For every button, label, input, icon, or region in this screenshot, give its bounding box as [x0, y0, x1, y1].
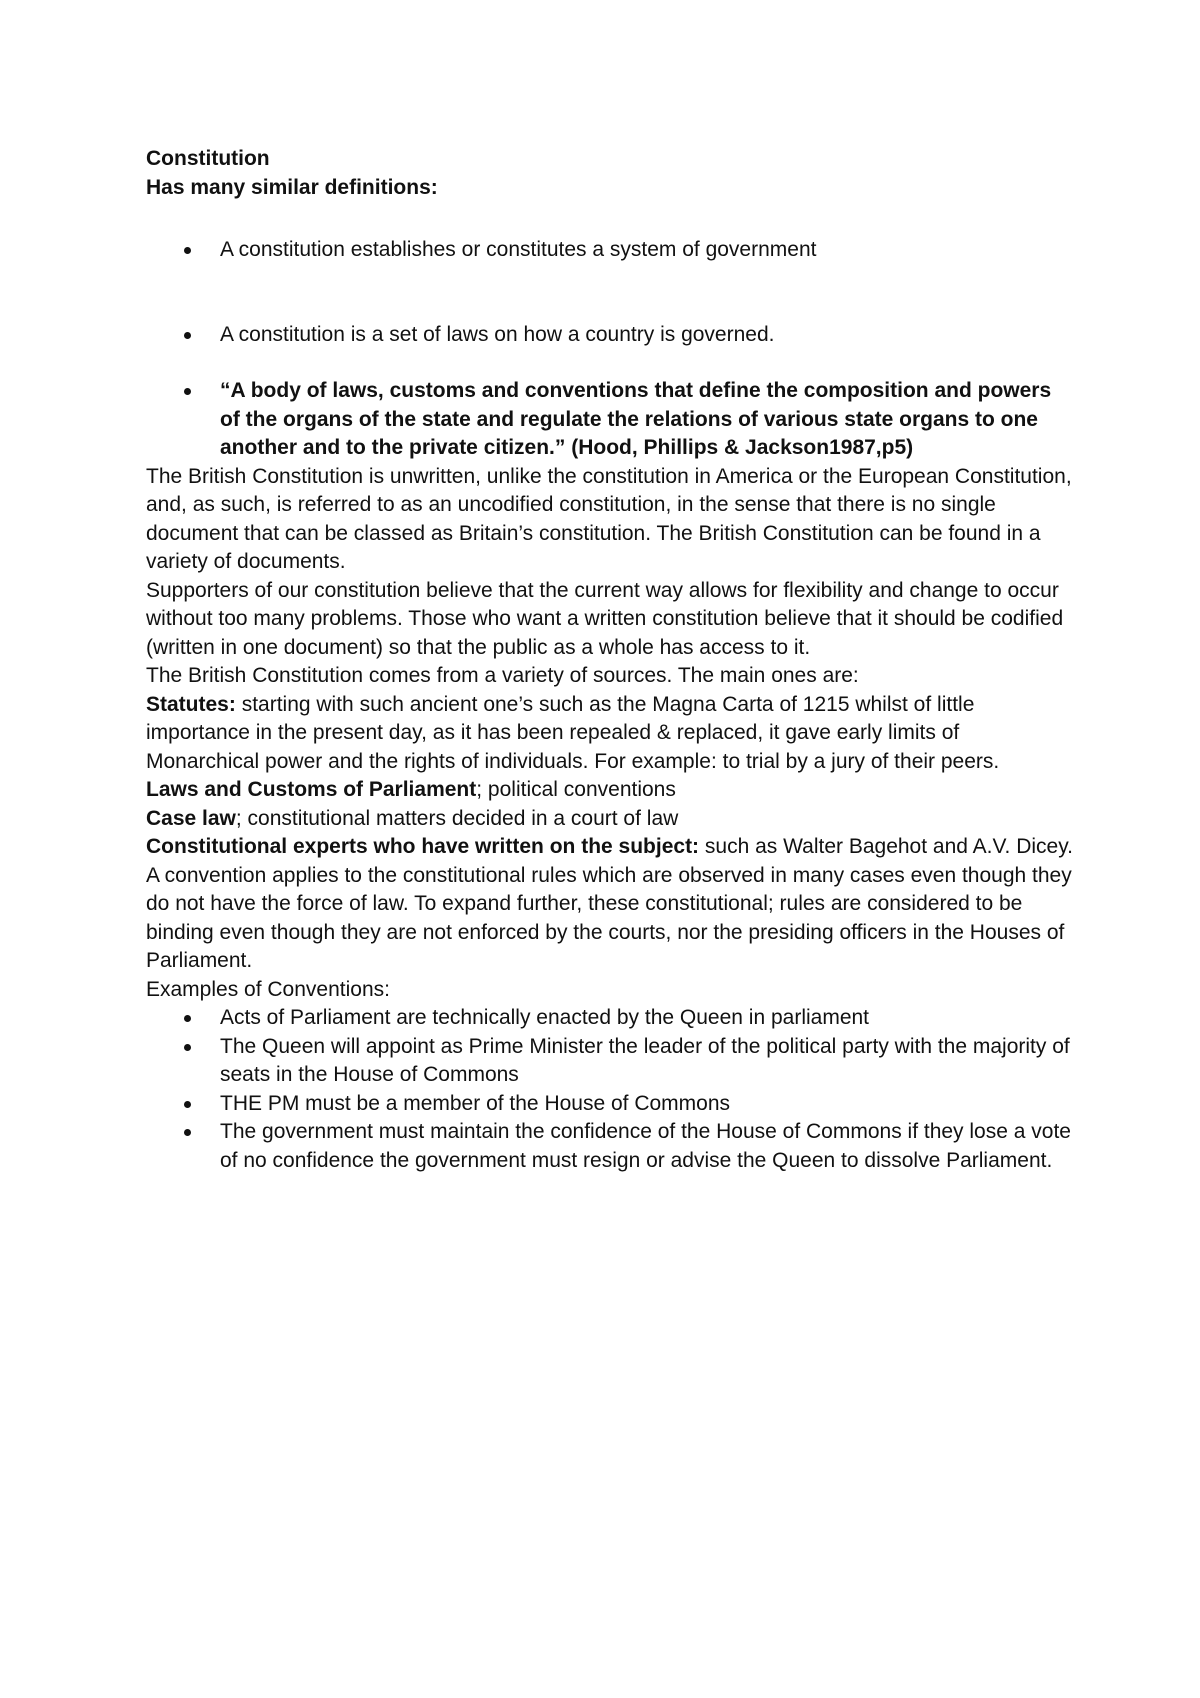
examples-list [146, 1004, 1076, 1175]
source-text: such as Walter Bagehot and A.V. Dicey. [699, 835, 1073, 858]
example-text: The Queen will appoint as Prime Minister the leader of the political party with the majority of seats in the House of Commons [220, 1034, 1070, 1086]
paragraph-supporters: Supporters of our constitution believe that the current way allows for flexibility and change to occur without too many problems. Those who want a written constitution believe that it should be codified (written in one document) so that the public as a whole has access to it. [146, 578, 1064, 659]
example-text: The government must maintain the confidence of the House of Commons if they lose a vote of no confidence the government must resign or advise the Queen to dissolve Parliament. [220, 1120, 1071, 1172]
example-text: THE PM must be a member of the House of Commons [220, 1091, 731, 1115]
bullet-icon [184, 247, 191, 254]
definition-text: A constitution is a set of laws on how a country is governed. [220, 322, 775, 346]
definition-text: A constitution establishes or constitutes a system of government [220, 238, 817, 261]
bullet-icon [184, 388, 191, 395]
document-page [146, 145, 1076, 1175]
bullet-icon [184, 332, 191, 339]
paragraph-unwritten: The British Constitution is unwritten, unlike the constitution in America or the European Constitution, and, as such, is referred to as an uncodified constitution, in the sense that there is no single document that can be classed as Britain’s constitution. The British Constitution can be found in a variety of documents. [146, 464, 1072, 573]
source-text: ; political conventions [476, 778, 676, 801]
source-term: Statutes: [146, 692, 236, 716]
source-laws-customs [146, 776, 1076, 805]
source-text: starting with such ancient one’s such as the Magna Carta of 1215 whilst of little importance in the present day, as it has been repealed & replaced, it gave early limits of Monarchical power and the rights of individuals. For example: to trial by a jury of their peers. [146, 692, 1000, 773]
list-item [146, 1033, 1076, 1090]
examples-heading: Examples of Conventions: [146, 977, 390, 1001]
source-case-law [146, 805, 1076, 834]
source-text: ; constitutional matters decided in a court of law [235, 806, 679, 830]
source-term: Laws and Customs of Parliament [146, 778, 477, 801]
list-item [146, 321, 1076, 350]
bullet-icon [184, 1044, 191, 1051]
document-title: Constitution [146, 147, 270, 170]
bullet-icon [184, 1101, 191, 1108]
list-item [146, 1004, 1076, 1033]
list-item [146, 377, 1076, 463]
definition-quote: “A body of laws, customs and conventions that define the composition and powers of the organs of the state and regulate the relations of various state organs to one another and to the private citizen.” (Hood, Phillips & Jackson1987,p5) [220, 379, 1052, 459]
paragraph-convention: A convention applies to the constitutional rules which are observed in many cases even though they do not have the force of law. To expand further, these constitutional; rules are considered to be binding even though they are not enforced by the courts, nor the presiding officers in the Houses of Parliament. [146, 863, 1072, 972]
source-statutes [146, 691, 1076, 777]
example-text: Acts of Parliament are technically enacted by the Queen in parliament [220, 1006, 870, 1029]
definitions-list [146, 236, 1076, 463]
list-item [146, 1118, 1076, 1175]
source-term: Case law [146, 806, 236, 830]
paragraph-sources-intro: The British Constitution comes from a variety of sources. The main ones are: [146, 664, 859, 687]
bullet-icon [184, 1129, 191, 1136]
document-subtitle: Has many similar definitions: [146, 175, 438, 199]
list-item [146, 236, 1076, 265]
source-term: Constitutional experts who have written on the subject: [146, 835, 700, 858]
source-experts [146, 833, 1076, 862]
bullet-icon [184, 1015, 191, 1022]
list-item [146, 1090, 1076, 1119]
